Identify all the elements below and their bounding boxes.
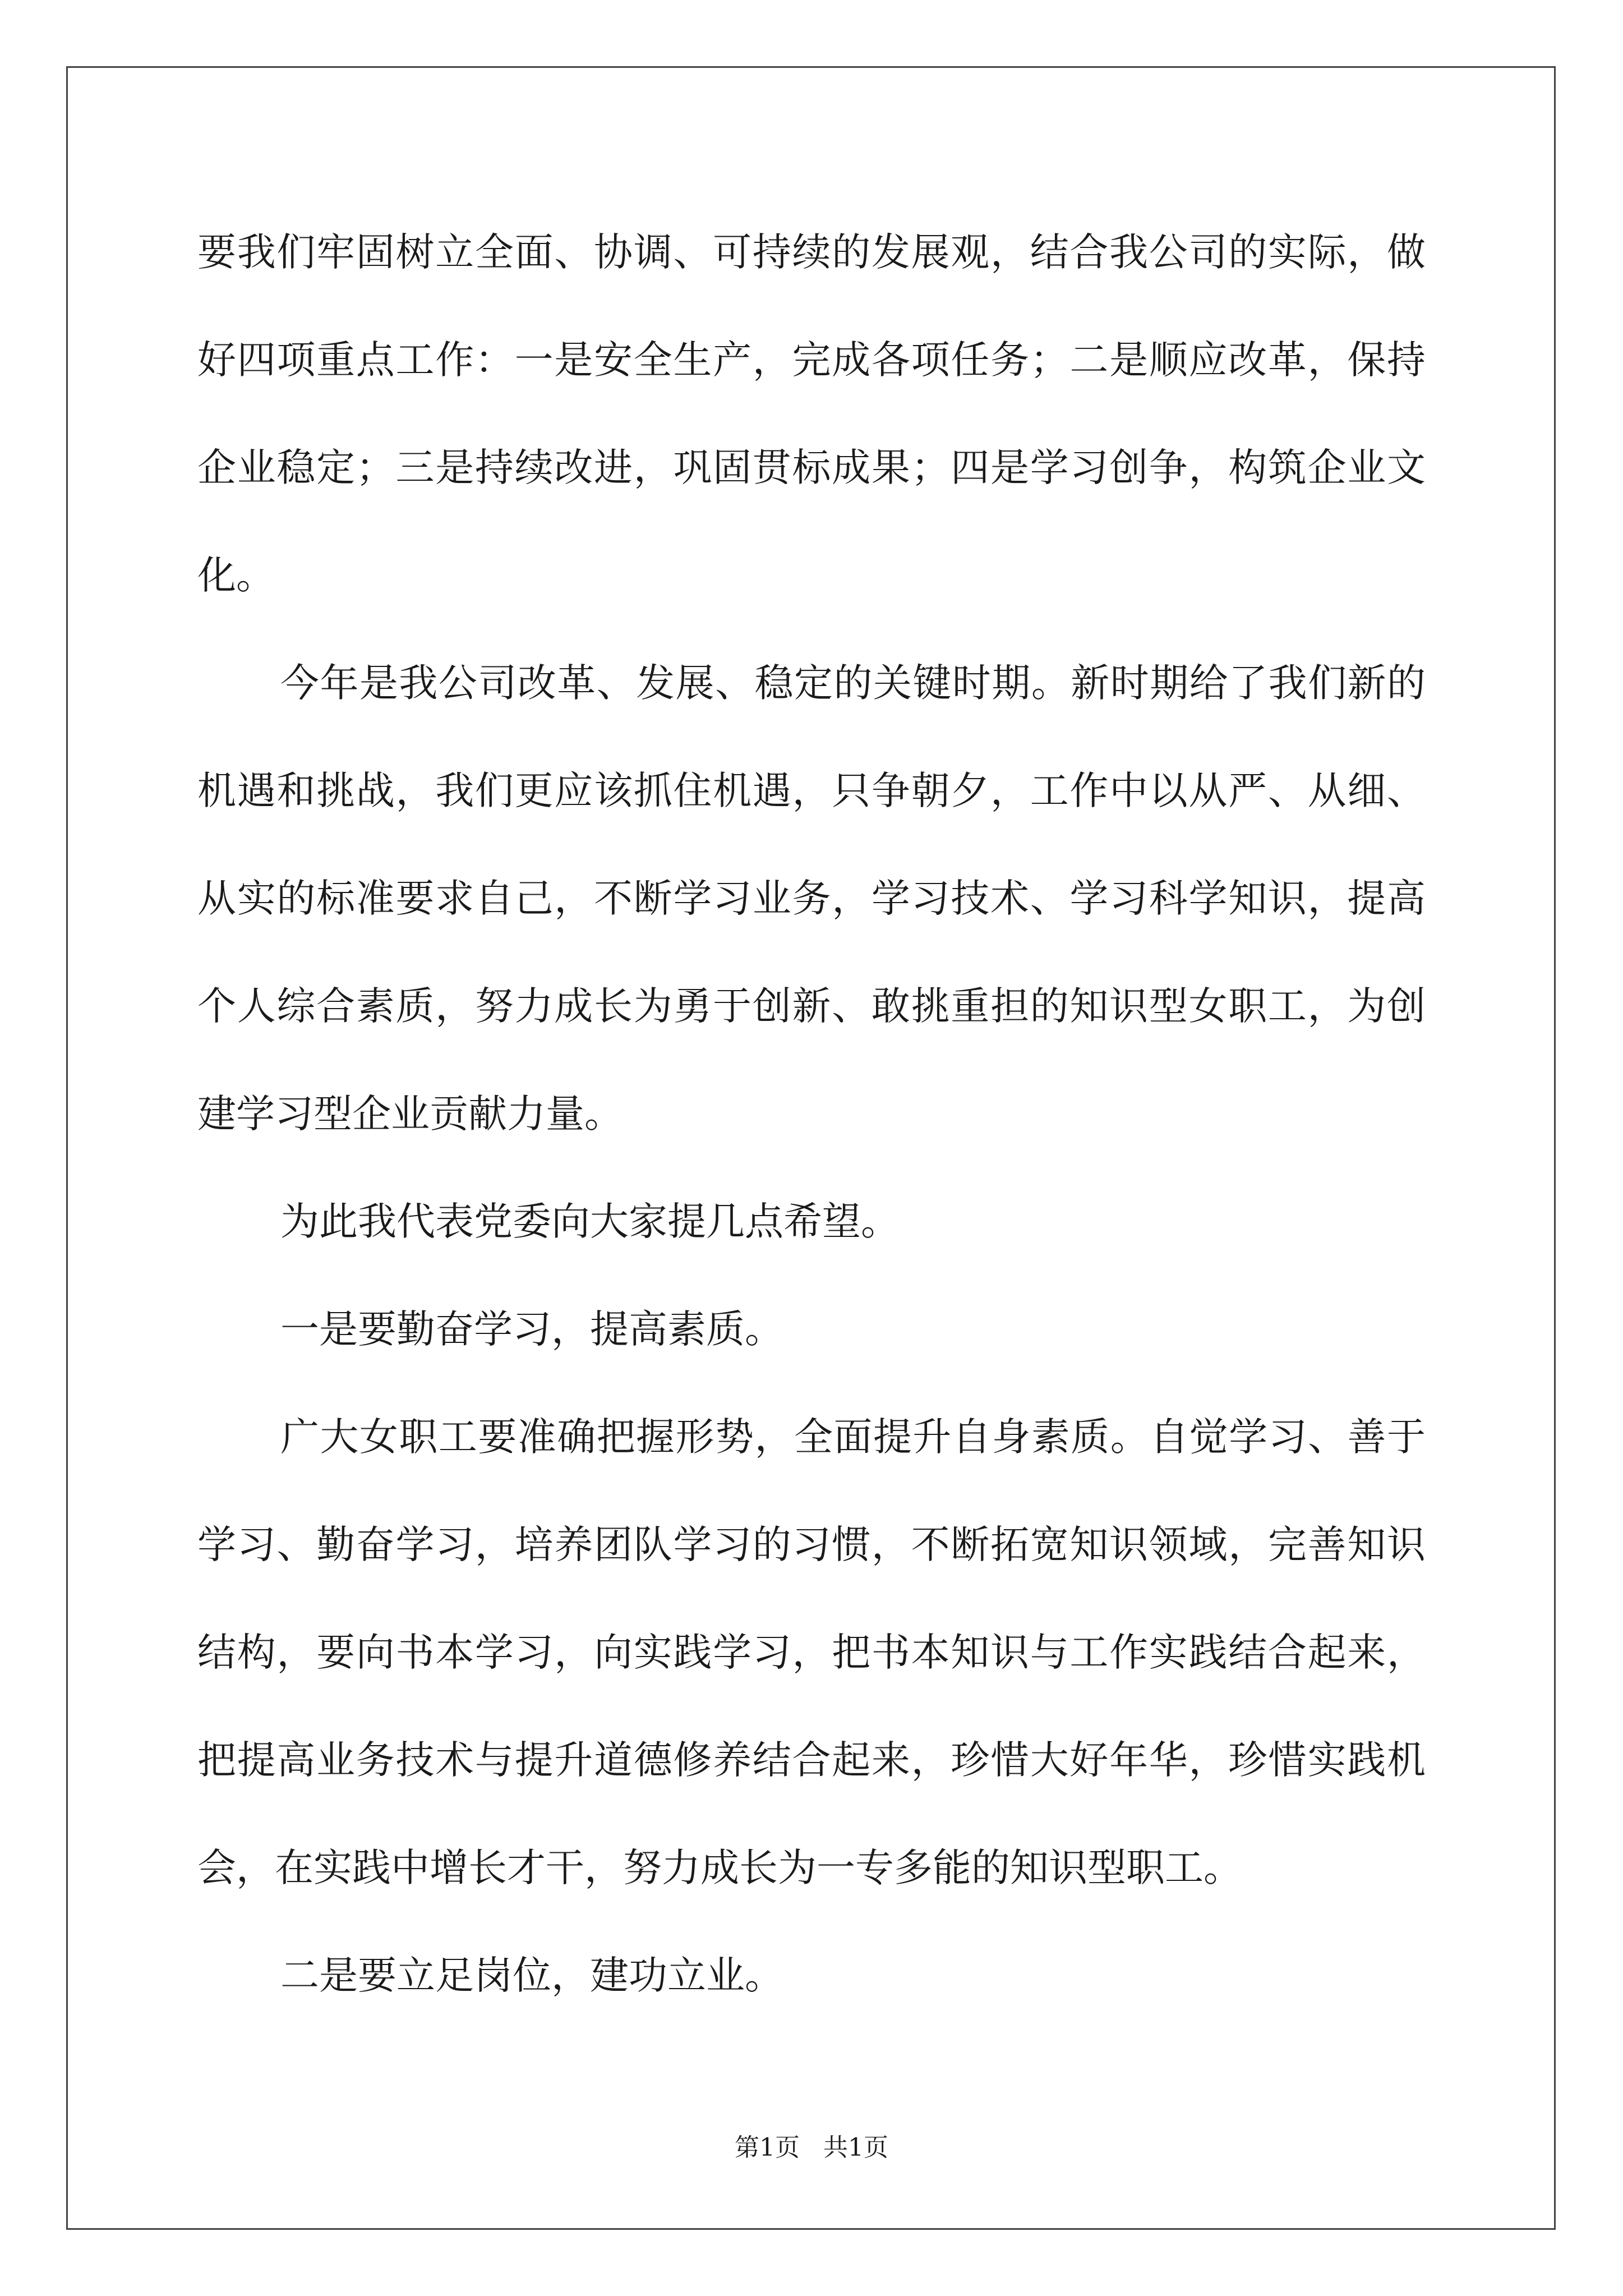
paragraph-1: 要我们牢固树立全面、协调、可持续的发展观，结合我公司的实际，做好四项重点工作：一是安全生产，完成各项任务；二是顺应改革，保持企业稳定；三是持续改进，巩固贯标成果；四是学习创争，构筑企业文化。 (197, 230, 1426, 598)
paragraph-5: 广大女职工要准确把握形势，全面提升自身素质。自觉学习、善于学习、勤奋学习，培养团队学习的习惯，不断拓宽知识领域，完善知识结构，要向书本学习，向实践学习，把书本知识与工作实践结合起来，把提高业务技术与提升道德修养结合起来，珍惜大好年华，珍惜实践机会，在实践中增长才干，努力成长为一专多能的知识型职工。 (197, 1415, 1426, 1890)
paragraph-4: 一是要勤奋学习，提高素质。 (280, 1307, 783, 1352)
document-body (197, 199, 1426, 2030)
paragraph-6: 二是要立足岗位，建功立业。 (280, 1953, 783, 1998)
page-number-total: 共1页 (823, 2133, 888, 2162)
paragraph-3: 为此我代表党委向大家提几点希望。 (280, 1199, 900, 1244)
page-number-current: 第1页 (735, 2133, 800, 2162)
page-footer (0, 2127, 1623, 2163)
paragraph-2: 今年是我公司改革、发展、稳定的关键时期。新时期给了我们新的机遇和挑战，我们更应该抓住机遇，只争朝夕，工作中以从严、从细、从实的标准要求自己，不断学习业务，学习技术、学习科学知识，提高个人综合素质，努力成长为勇于创新、敢挑重担的知识型女职工，为创建学习型企业贡献力量。 (197, 661, 1426, 1137)
